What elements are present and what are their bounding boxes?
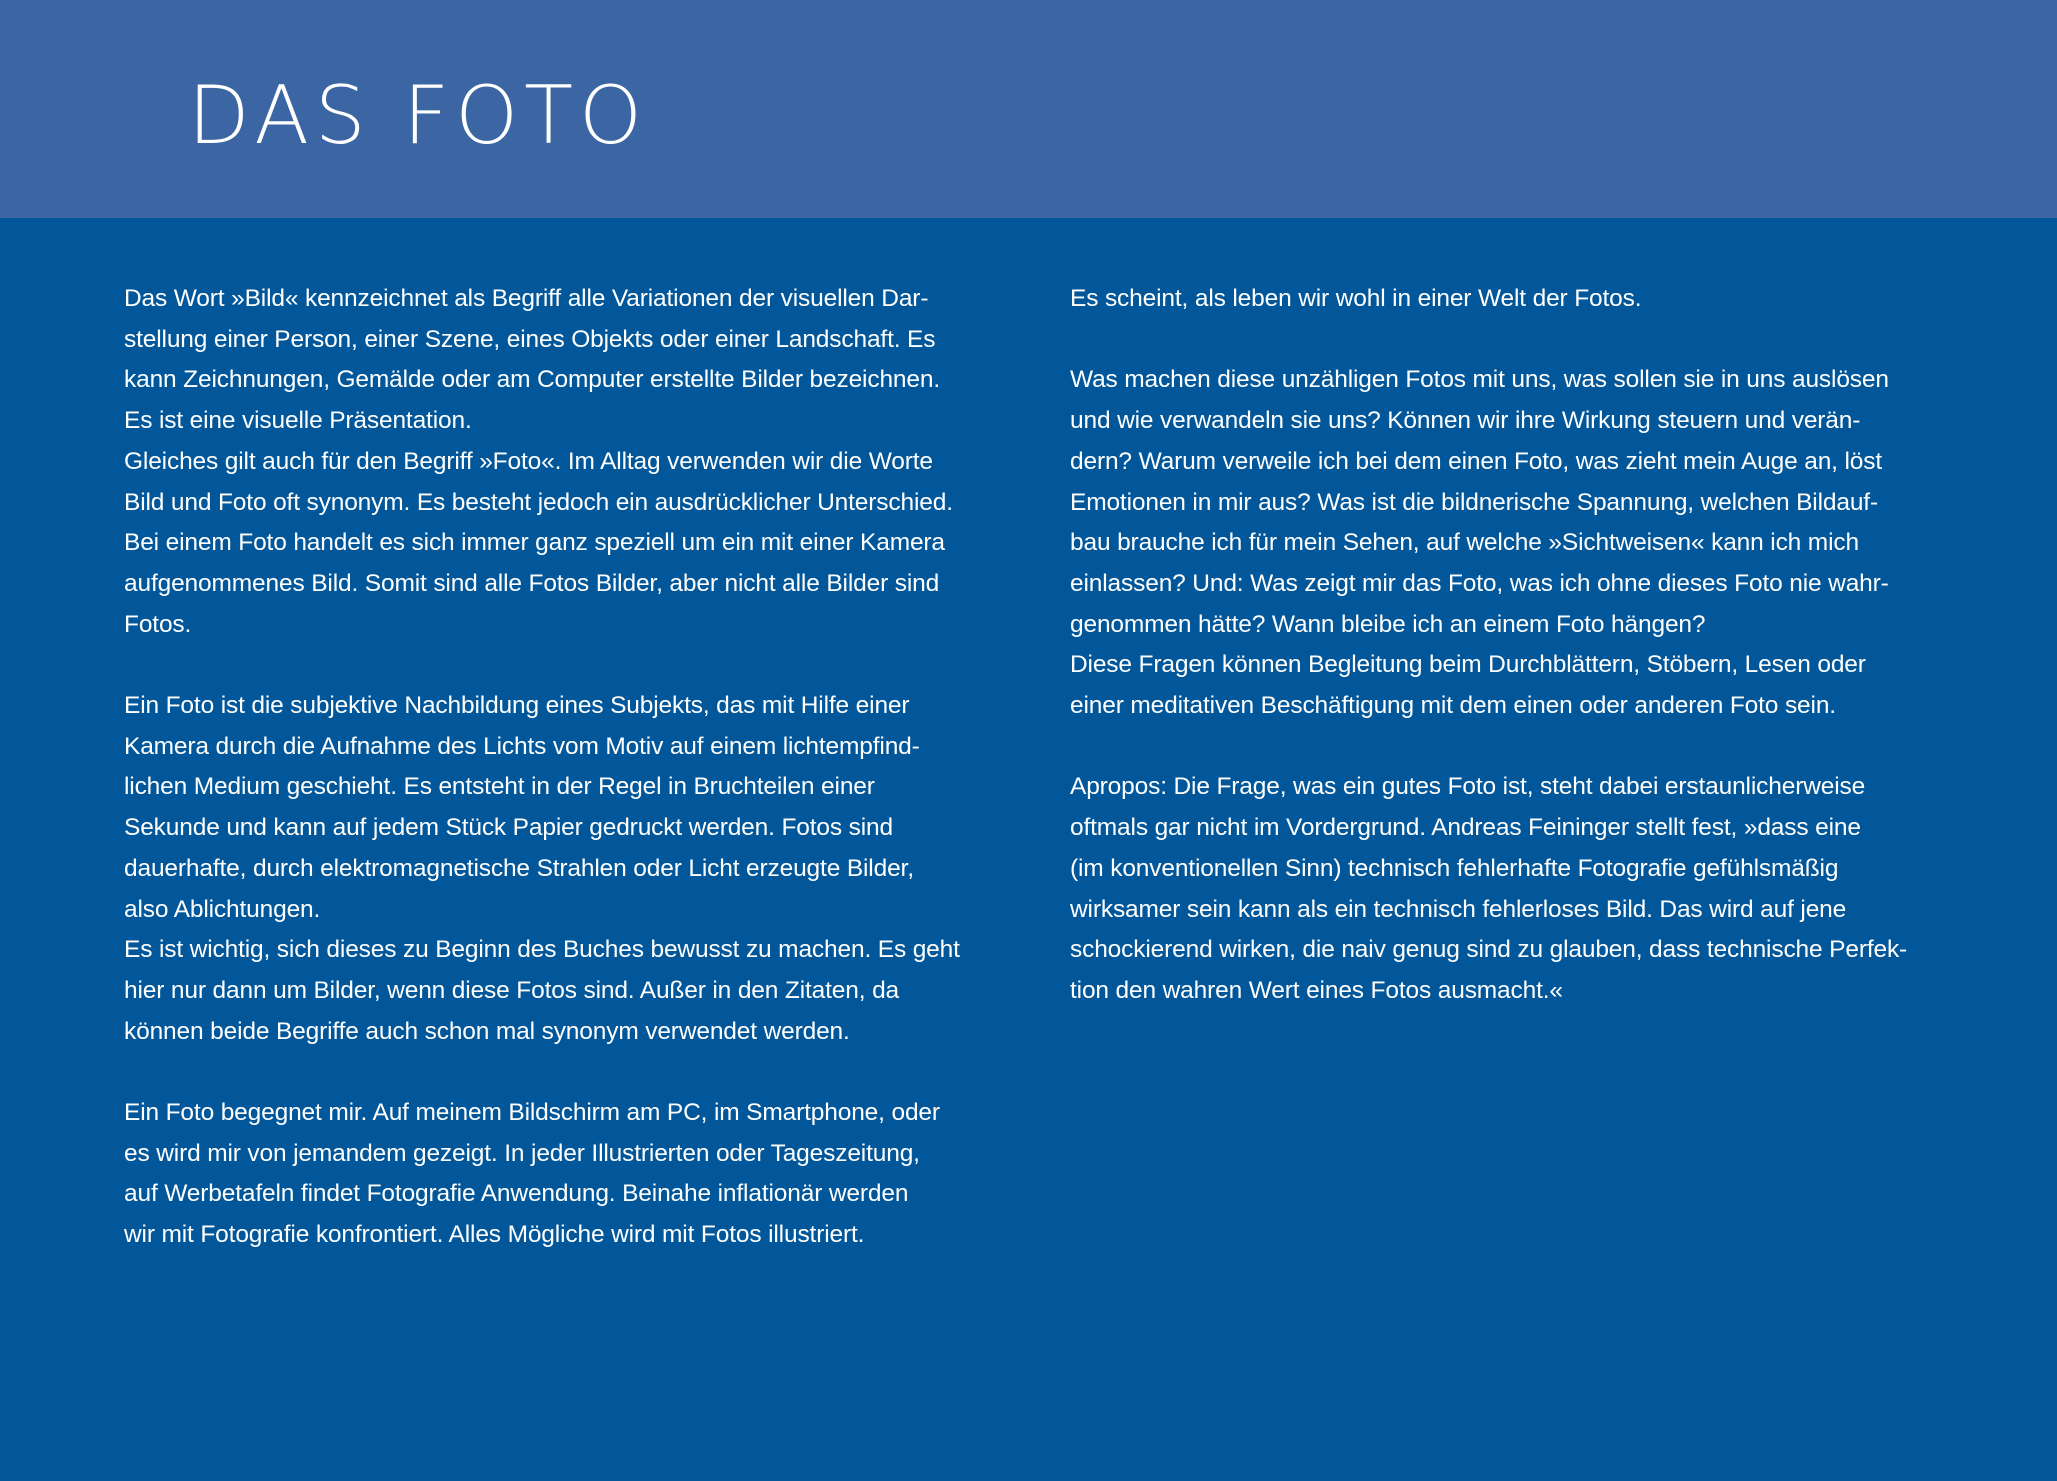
text-line: einer meditativen Beschäftigung mit dem einen oder anderen Foto sein. [1070,692,1836,720]
text-line: hier nur dann um Bilder, wenn diese Fotos sind. Außer in den Zitaten, da [124,976,900,1004]
text-line: lichen Medium geschieht. Es entsteht in der Regel in Bruchteilen einer [124,773,875,801]
text-line: Kamera durch die Aufnahme des Lichts vom Motiv auf einem lichtempfind- [124,732,920,760]
text-line: Ein Foto ist die subjektive Nachbildung eines Subjekts, das mit Hilfe einer [124,692,910,720]
text-line: aufgenommenes Bild. Somit sind alle Fotos Bilder, aber nicht alle Bilder sind [124,569,940,597]
text-line: dern? Warum verweile ich bei dem einen Foto, was zieht mein Auge an, löst [1070,447,1883,475]
page-title: DAS FOTO [188,69,648,162]
paragraph [1070,645,1945,726]
paragraph [1070,767,1945,1011]
text-line: Diese Fragen können Begleitung beim Durchblättern, Stöbern, Lesen oder [1070,651,1866,679]
text-line: können beide Begriffe auch schon mal synonym verwendet werden. [124,1017,850,1045]
text-line: bau brauche ich für mein Sehen, auf welche »Sichtweisen« kann ich mich [1070,529,1859,557]
text-line: oftmals gar nicht im Vordergrund. Andreas Feininger stellt fest, »dass eine [1070,814,1861,842]
text-line: Was machen diese unzähligen Fotos mit uns, was sollen sie in uns auslösen [1070,366,1889,394]
text-line: Es scheint, als leben wir wohl in einer Welt der Fotos. [1070,285,1642,312]
text-line: tion den wahren Wert eines Fotos ausmacht.« [1070,976,1563,1004]
text-line: (im konventionellen Sinn) technisch fehlerhafte Fotografie gefühlsmäßig [1070,854,1839,882]
paragraph [124,686,999,930]
text-line: schockierend wirken, die naiv genug sind zu glauben, dass technische Perfek- [1070,936,1908,964]
paragraph [124,1093,999,1256]
text-line: einlassen? Und: Was zeigt mir das Foto, was ich ohne dieses Foto nie wahr- [1070,569,1889,597]
text-line: dauerhafte, durch elektromagnetische Strahlen oder Licht erzeugte Bilder, [124,854,914,882]
text-line: Es ist eine visuelle Präsentation. [124,407,472,435]
paragraph [124,279,999,442]
paragraph [124,930,999,1052]
text-line: Es ist wichtig, sich dieses zu Beginn des Buches bewusst zu machen. Es geht [124,936,960,964]
text-line: Das Wort »Bild« kennzeichnet als Begriff alle Variationen der visuellen Dar- [124,285,929,312]
paragraph [124,442,999,646]
text-line: kann Zeichnungen, Gemälde oder am Computer erstellte Bilder bezeichnen. [124,366,941,394]
paragraph [1070,279,1945,320]
text-line: genommen hätte? Wann bleibe ich an einem Foto hängen? [1070,610,1706,638]
text-line: auf Werbetafeln findet Fotografie Anwendung. Beinahe inflationär werden [124,1180,909,1208]
text-line: es wird mir von jemandem gezeigt. In jeder Illustrierten oder Tageszeitung, [124,1139,920,1167]
text-line: Bild und Foto oft synonym. Es besteht jedoch ein ausdrücklicher Unterschied. [124,488,953,516]
text-line: also Ablichtungen. [124,895,321,923]
text-line: wir mit Fotografie konfrontiert. Alles Mögliche wird mit Fotos illustriert. [124,1221,865,1249]
text-line: Emotionen in mir aus? Was ist die bildnerische Spannung, welchen Bildauf- [1070,488,1878,516]
body-content [0,279,2057,1439]
text-line: wirksamer sein kann als ein technisch fehlerloses Bild. Das wird auf jene [1070,895,1847,923]
text-line: stellung einer Person, einer Szene, eines Objekts oder einer Landschaft. Es [124,325,936,353]
text-line: Apropos: Die Frage, was ein gutes Foto ist, steht dabei erstaunlicherweise [1070,773,1866,801]
header-band [0,0,2057,218]
text-line: Fotos. [124,610,192,638]
left-column [124,279,999,1256]
text-line: Sekunde und kann auf jedem Stück Papier gedruckt werden. Fotos sind [124,814,893,842]
right-column [1070,279,1945,1012]
text-line: und wie verwandeln sie uns? Können wir ihre Wirkung steuern und verän- [1070,407,1861,435]
text-line: Bei einem Foto handelt es sich immer ganz speziell um ein mit einer Kamera [124,529,945,557]
text-line: Gleiches gilt auch für den Begriff »Foto«. Im Alltag verwenden wir die Worte [124,447,933,475]
text-line: Ein Foto begegnet mir. Auf meinem Bildschirm am PC, im Smartphone, oder [124,1099,940,1127]
paragraph [1070,360,1945,645]
